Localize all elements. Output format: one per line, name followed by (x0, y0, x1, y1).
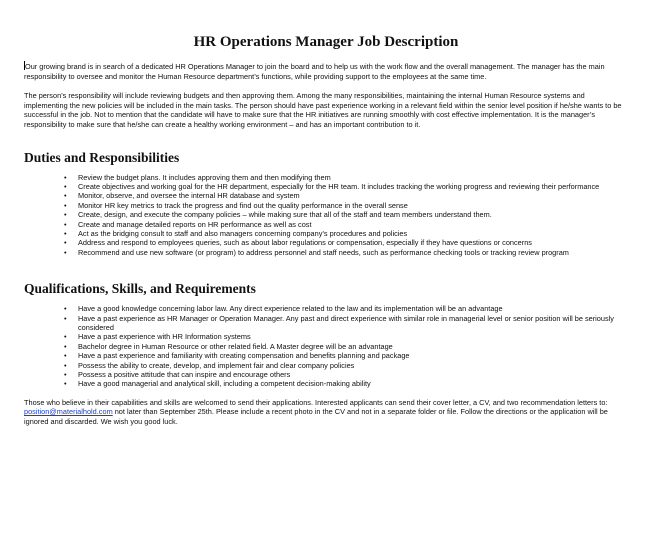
list-item[interactable]: • Have a good knowledge concerning labor law. Any direct experience related to the law and its implementation will be an advantage (78, 304, 628, 313)
closing-text-after: not later than September 25th. Please include a recent photo in the CV and not in a separate folder or file. Follow the directions or the application will be ignored and discarded. We wish you good luck. (24, 407, 608, 427)
email-link[interactable]: position@materialhold.com (24, 407, 113, 417)
list-item[interactable]: • Bachelor degree in Human Resource or other related field. A Master degree will be an advantage (78, 342, 628, 351)
list-item[interactable]: • Possess a positive attitude that can inspire and encourage others (78, 370, 628, 379)
qualifications-heading: Qualifications, Skills, and Requirements (24, 281, 256, 297)
list-item[interactable]: • Create and manage detailed reports on HR performance as well as cost (78, 220, 628, 229)
intro-paragraph-1-text: Our growing brand is in search of a dedicated HR Operations Manager to join the board and to help us with the work flow and the overall management. The manager has the main responsibility to oversee and monitor the Human Resource department’s functions, while providing support to the employees at the same time. (24, 62, 605, 81)
list-item[interactable]: • Address and respond to employees queries, such as about labor regulations or compensation, especially if they have questions or concerns (78, 238, 628, 247)
intro-paragraph-2[interactable]: The person’s responsibility will include reviewing budgets and then approving them. Among the many responsibilities, maintaining the internal Human Resource systems and implementing the new policies will be included in the main tasks. The person should have past experience working in a relevant field within the senior level position if he/she wants to be successful in the job. Not to mention that the candidate will have to make sure that the HR initiatives are running smoothly with cost effective implementation. It is the manager’s responsibility to make sure that he/she can create a healthy working environment – and has an important contribution to it. (24, 91, 622, 129)
list-item[interactable]: • Possess the ability to create, develop, and implement fair and clear company policies (78, 361, 628, 370)
list-item[interactable]: • Have a past experience and familiarity with creating compensation and benefits planning and package (78, 351, 628, 360)
list-item[interactable]: • Have a past experience with HR Information systems (78, 332, 628, 341)
list-item[interactable]: • Have a good managerial and analytical skill, including a competent decision-making ability (78, 379, 628, 388)
list-item[interactable]: • Recommend and use new software (or program) to address personnel and staff needs, such as performance checking tools or tracking review program (78, 248, 628, 257)
list-item[interactable]: • Create objectives and working goal for the HR department, especially for the HR team. It includes tracking the working progress and reviewing their performance (78, 182, 628, 191)
list-item[interactable]: • Monitor HR key metrics to track the progress and find out the quality performance in the overall sense (78, 201, 628, 210)
duties-heading: Duties and Responsibilities (24, 149, 180, 165)
list-item[interactable]: • Monitor, observe, and oversee the internal HR database and system (78, 191, 628, 200)
list-item[interactable]: • Act as the bridging consult to staff and also managers concerning company’s procedures and policies (78, 229, 628, 238)
duties-list (24, 173, 628, 258)
intro-paragraph-1[interactable] (24, 61, 628, 81)
closing-paragraph (24, 398, 628, 427)
closing-text-before: Those who believe in their capabilities and skills are welcomed to send their applications. Interested applicants can send their cover letter, a CV, and two recommendation letters to: (24, 397, 608, 407)
list-item[interactable]: • Create, design, and execute the company policies – while making sure that all of the staff and team members understand them. (78, 210, 628, 219)
list-item[interactable]: • Review the budget plans. It includes approving them and then modifying them (78, 173, 628, 182)
list-item[interactable]: • Have a past experience as HR Manager or Operation Manager. Any past and direct experience with similar role in managerial level or senior position will be seriously considered (78, 314, 628, 333)
page-title: HR Operations Manager Job Description (193, 34, 459, 50)
qualifications-list (24, 304, 628, 389)
